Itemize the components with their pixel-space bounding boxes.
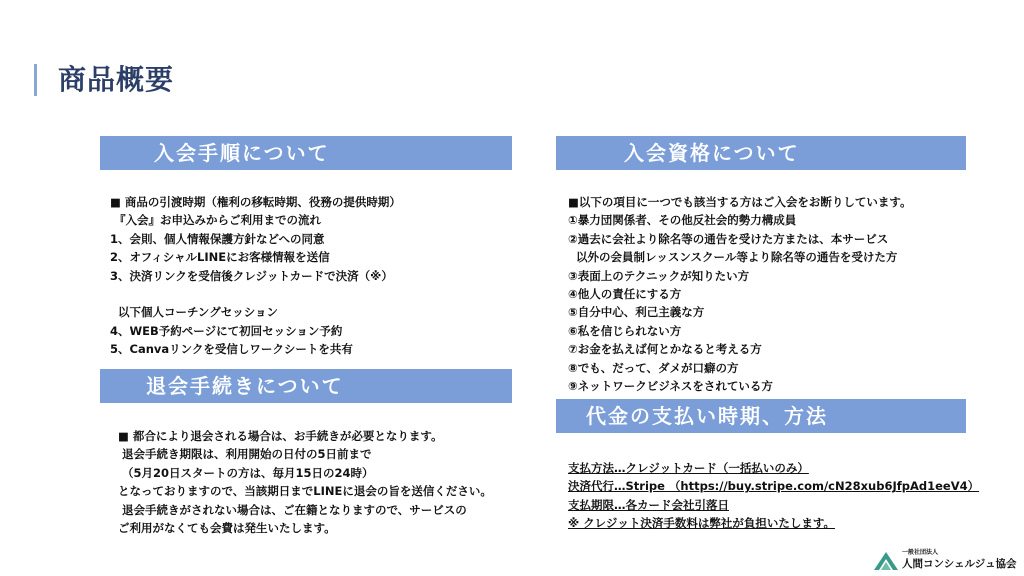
join-procedure-heading: 入会手順について — [100, 136, 512, 170]
logo-small-text: 一般社団法人 — [902, 549, 939, 556]
text-line: 以外の会員制レッスンスクール等より除名等の通告を受けた方 — [568, 250, 898, 265]
text-line: ■ 都合により退会される場合は、お手続きが必要となります。 — [118, 429, 443, 443]
text-line: ⑨ネットワークビジネスをされている方 — [568, 379, 773, 394]
join-procedure-text — [110, 193, 401, 359]
text-line: 退会手続きがされない場合は、ご在籍となりますので、サービスの — [118, 502, 467, 517]
eligibility-heading: 入会資格について — [556, 136, 966, 170]
eligibility-text — [568, 193, 911, 395]
association-logo-icon — [872, 546, 900, 572]
page-title: 商品概要 — [58, 63, 175, 96]
withdrawal-text — [118, 427, 492, 537]
text-line: ※ クレジット決済手数料は弊社が負担いたします。 — [568, 516, 835, 531]
payment-text — [568, 459, 979, 533]
text-line: （5月20日スタートの方は、毎月15日の24時） — [118, 465, 374, 480]
text-line: 『入会』お申込みからご利用までの流れ — [110, 213, 322, 228]
text-line: ④他人の責任にする方 — [568, 287, 682, 302]
text-line: 退会手続き期限は、利用開始の日付の5日前まで — [118, 447, 372, 462]
text-line: ②過去に会社より除名等の通告を受けた方または、本サービス — [568, 231, 889, 246]
payment-heading: 代金の支払い時期、方法 — [556, 399, 966, 433]
text-line: ⑥私を信じられない方 — [568, 323, 682, 338]
text-line: ⑧でも、だって、ダメが口癖の方 — [568, 360, 739, 375]
title-accent-bar — [34, 64, 37, 96]
text-line: となっておりますので、当該期日までLINEに退会の旨を送信ください。 — [118, 484, 492, 499]
text-line: 決済代行…Stripe （https://buy.stripe.com/cN28xub6JfpAd1eeV4） — [568, 479, 980, 494]
text-line: ③表面上のテクニックが知りたい方 — [568, 268, 750, 283]
text-line: ご利用がなくても会費は発生いたします。 — [118, 521, 336, 536]
text-line: 2、オフィシャルLINEにお客様情報を送信 — [110, 250, 330, 265]
text-line: 3、決済リンクを受信後クレジットカードで決済（※） — [110, 268, 393, 283]
text-line: ■以下の項目に一つでも該当する方はご入会をお断りしています。 — [568, 195, 912, 209]
text-line: ■ 商品の引渡時期（権利の移転時期、役務の提供時期） — [110, 195, 401, 209]
text-line: 支払方法…クレジットカード（一括払いのみ） — [568, 461, 809, 475]
withdrawal-heading: 退会手続きについて — [100, 369, 512, 403]
text-line: 以下個人コーチングセッション — [110, 305, 278, 320]
text-line: 5、Canvaリンクを受信しワークシートを共有 — [110, 342, 353, 357]
text-line: ①暴力団関係者、その他反社会的勢力構成員 — [568, 213, 797, 228]
logo-name: 人間コンシェルジュ協会 — [902, 558, 1017, 570]
text-line: 支払期限…各カード会社引落日 — [568, 497, 729, 512]
text-line: 1、会則、個人情報保護方針などへの同意 — [110, 231, 325, 246]
text-line: ⑦お金を払えば何とかなると考える方 — [568, 342, 762, 357]
text-line — [110, 285, 401, 303]
text-line: ⑤自分中心、利己主義な方 — [568, 305, 705, 320]
text-line: 4、WEB予約ページにて初回セッション予約 — [110, 323, 343, 338]
